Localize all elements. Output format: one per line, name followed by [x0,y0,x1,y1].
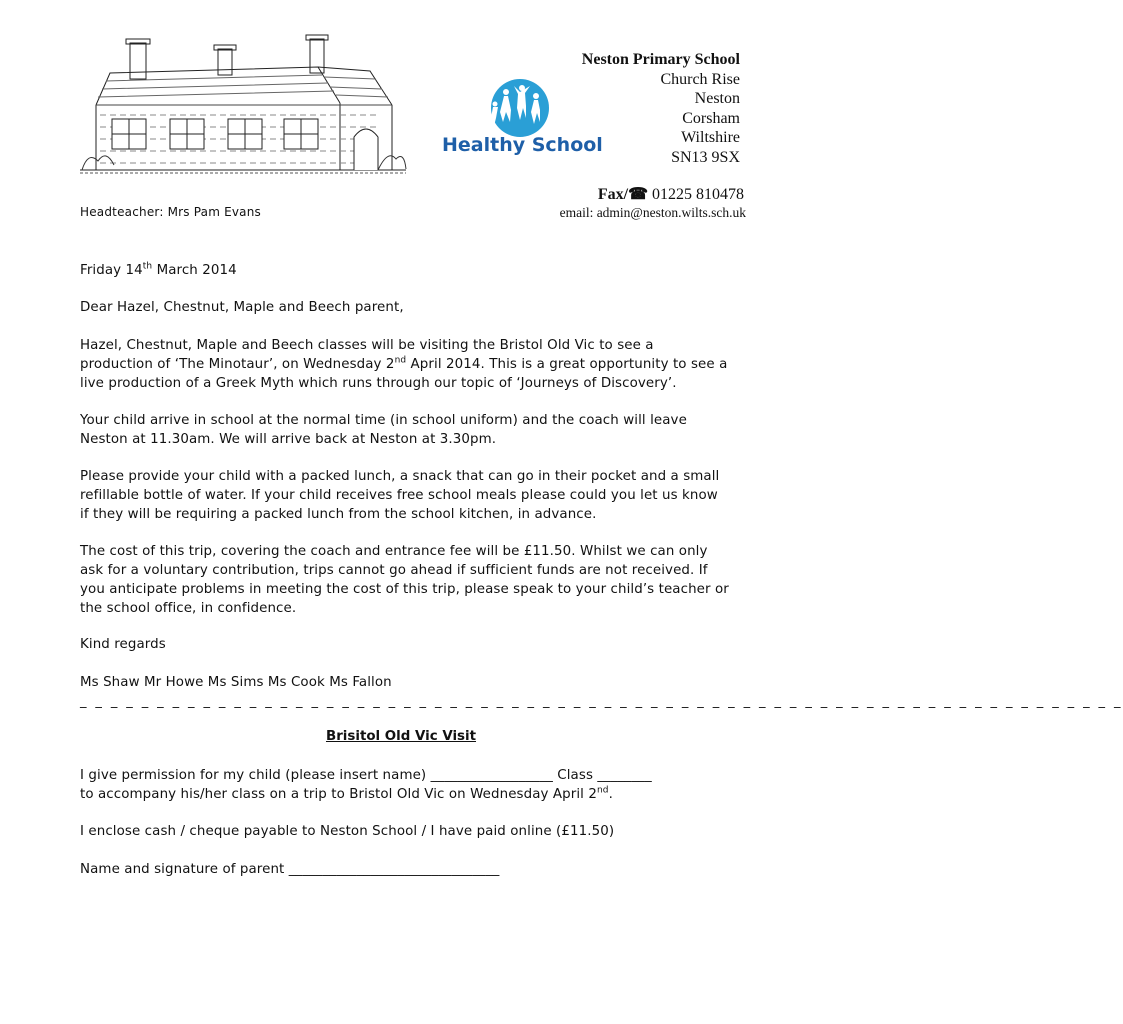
closing: Kind regards [80,637,166,652]
p1-sup: nd [394,355,407,366]
paragraph-timings: Your child arrive in school at the normal time (in school uniform) and the coach will leave Neston at 11.30am. We will arrive back at Neston at 3.30pm. [80,413,687,447]
address-line: Corsham [682,109,740,127]
cut-line: _ _ _ _ _ _ _ _ _ _ _ _ _ _ _ _ _ _ _ _ _ _ _ _ _ _ _ _ _ _ _ _ _ _ _ _ _ _ _ _ _ _ _ _ _ _ _ _ _ _ _ _ _ _ _ _ _ _ _ _ _ _ _ _ _ _ _ _ [80,694,1123,709]
parent-signature-line: Name and signature of parent _______________________________ [80,862,500,877]
school-name: Neston Primary School [581,51,740,68]
permission-sup: nd [596,785,609,796]
letter-date [80,261,730,280]
permission-text: to accompany his/her class on a trip to Bristol Old Vic on Wednesday April 2 [80,787,597,802]
fax-number: 01225 810478 [648,186,744,203]
healthy-school-logo [440,78,603,160]
address-line: Church Rise [660,70,740,88]
school-building-sketch [78,33,408,178]
slip-title: Brisitol Old Vic Visit [325,729,477,744]
paragraph-lunch: Please provide your child with a packed lunch, a snack that can go in their pocket and a small refillable bottle of water. If your child receives free school meals please could you let us know if they will be requiring a packed lunch from the school kitchen, in advance. [80,469,720,522]
address-line: Neston [694,90,740,107]
date-day: Friday 14 [80,263,143,278]
payment-statement: I enclose cash / cheque payable to Neston School / I have paid online (£11.50) [80,824,615,839]
paragraph-cost: The cost of this trip, covering the coach and entrance fee will be £11.50. Whilst we can only ask for a voluntary contribution, trips cannot go ahead if sufficient funds are not received. If you anticipate problems in meeting the cost of this trip, please speak to your child’s teacher or the school office, in confidence. [80,544,729,616]
permission-end: . [608,787,613,802]
email-address: email: admin@neston.wilts.sch.uk [559,205,746,220]
permission-line-1: I give permission for my child (please insert name) __________________ Class ________ [80,768,652,783]
logo-wordmark: Healthy School [442,134,603,156]
date-rest: March 2014 [152,263,237,278]
date-suffix: th [142,261,153,272]
signatories: Ms Shaw Mr Howe Ms Sims Ms Cook Ms Fallon [80,675,392,690]
permission-statement [80,766,730,804]
fax-line [598,184,744,204]
salutation: Dear Hazel, Chestnut, Maple and Beech parent, [80,300,404,315]
telephone-icon: ☎ [628,186,648,203]
p1-text-end: April 2014. This is a great opportunity to see a live production of a Greek Myth which runs through our topic of ‘Journeys of Discovery’. [80,357,728,391]
school-address [582,50,740,167]
headteacher-name: Headteacher: Mrs Pam Evans [80,205,261,219]
fax-label: Fax/ [597,186,629,203]
paragraph-trip-intro [80,336,730,393]
permission-line-2 [80,785,730,804]
postcode: SN13 9SX [671,148,740,166]
address-line: Wiltshire [681,129,740,146]
p1-text: Hazel, Chestnut, Maple and Beech classes will be visiting the Bristol Old Vic to see a production of ‘The Minotaur’, on Wednesday 2 [80,338,654,372]
